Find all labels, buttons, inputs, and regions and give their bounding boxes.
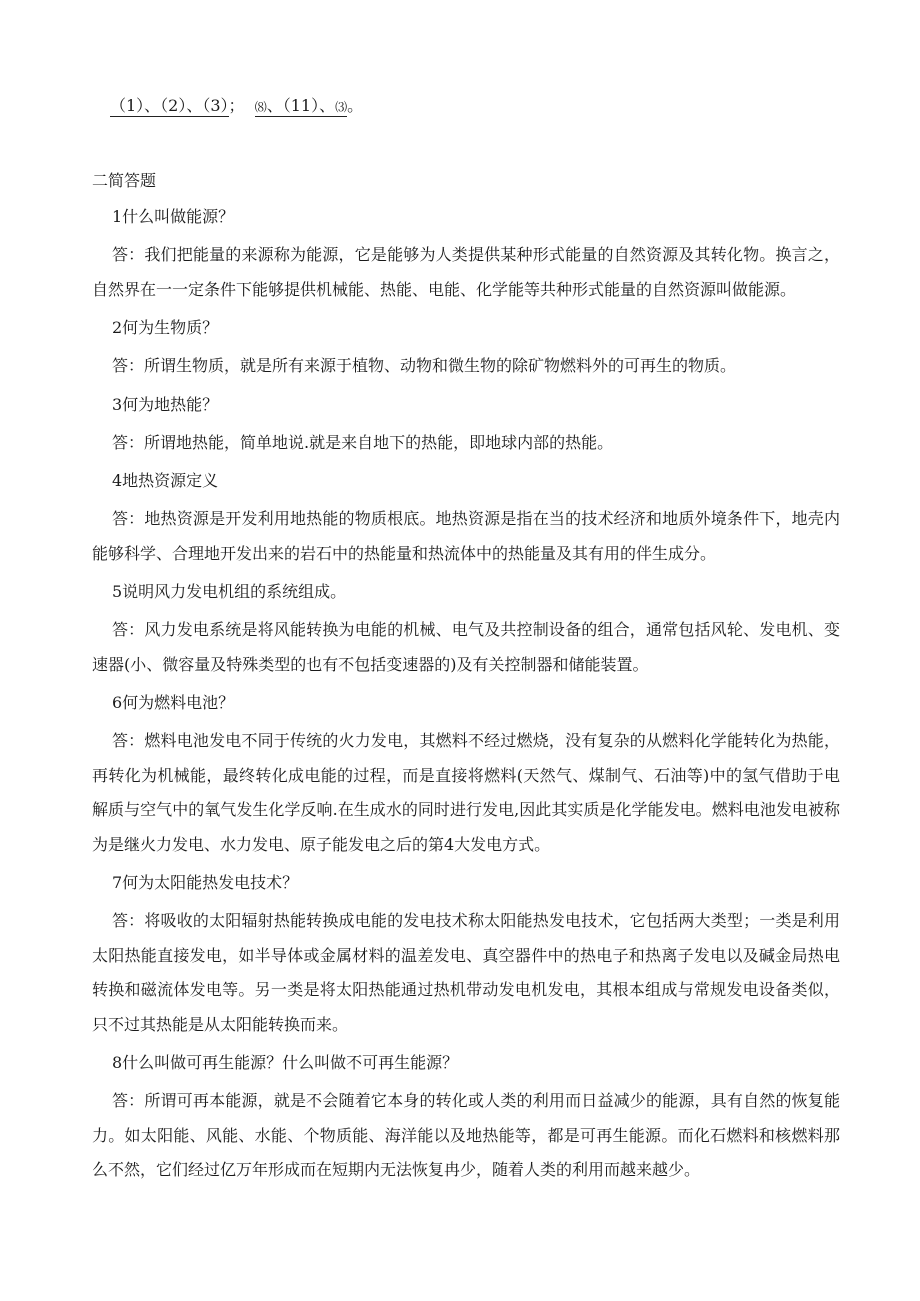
qa-item-5 <box>92 577 840 682</box>
question: 5说明风力发电机组的系统组成。 <box>112 582 347 601</box>
answer: 答：所谓生物质，就是所有来源于植物、动物和微生物的除矿物燃料外的可再生的物质。 <box>112 356 737 375</box>
qa-item-3 <box>92 390 840 461</box>
question: 6何为燃料电池？ <box>112 693 235 712</box>
answer: 答：风力发电系统是将风能转换为电能的机械、电气及共控制设备的组合，通常包括风轮、发电机、变速器(小、微容量及特殊类型的也有不包括变速器的)及有关控制器和储能装置。 <box>92 620 840 674</box>
answer: 答：地热资源是开发利用地热能的物质根底。地热资源是指在当的技术经济和地质外境条件下，地壳内能够科学、合理地开发出来的岩石中的热能量和热流体中的热能量及其有用的伴生成分。 <box>92 509 840 563</box>
answer-end: 。 <box>347 96 364 115</box>
answer: 答：所谓地热能，简单地说.就是来自地下的热能，即地球内部的热能。 <box>112 432 614 452</box>
qa-item-6 <box>92 688 840 862</box>
question: 3何为地热能？ <box>112 394 219 414</box>
question: 7何为太阳能热发电技术？ <box>112 873 299 892</box>
qa-item-8 <box>92 1048 840 1188</box>
main-content <box>92 166 840 1194</box>
answer-part-2b: 、（11）、 <box>266 96 336 115</box>
question: 4地热资源定义 <box>112 471 219 490</box>
answer-part-2c: ⑶ <box>335 100 348 114</box>
qa-item-4 <box>92 466 840 571</box>
question: 2何为生物质？ <box>112 318 219 337</box>
qa-item-7 <box>92 868 840 1042</box>
qa-item-2 <box>92 313 840 384</box>
answer-part-2a: ⑻ <box>254 100 267 114</box>
section-title: 二简答题 <box>92 171 157 190</box>
qa-item-1 <box>92 202 840 307</box>
answer-separator: ； <box>228 96 245 115</box>
answer: 答：所谓可再本能源，就是不会随着它本身的转化或人类的利用而日益减少的能源，具有自然的恢复能力。如太阳能、风能、水能、个物质能、海洋能以及地热能等，都是可再生能源。而化石燃料和核燃料那么不然，它们经过亿万年形成而在短期内无法恢复冉少，随着人类的利用而越来越少。 <box>92 1091 840 1179</box>
question: 8什么叫做可再生能源？什么叫做不可再生能源？ <box>112 1053 459 1072</box>
answer-part-2 <box>255 96 347 117</box>
answer-part-1: （1）、（2）、（3） <box>110 96 229 115</box>
answer: 答：我们把能量的来源称为能源，它是能够为人类提供某种形式能量的自然资源及其转化物。换言之，自然界在一一定条件下能够提供机械能、热能、电能、化学能等共种形式能量的自然资源叫做能源。 <box>92 245 840 299</box>
answer-line <box>110 94 363 119</box>
answer: 答：将吸收的太阳辐射热能转换成电能的发电技术称太阳能热发电技术，它包括两大类型；一类是利用太阳热能直接发电，如半导体或金属材料的温差发电、真空器件中的热电子和热离子发电以及碱金局热电转换和磁流体发电等。另一类是将太阳热能通过热机带动发电机发电，其根本组成与常规发电设备类似，只不过其热能是从太阳能转换而来。 <box>92 911 840 1034</box>
answer: 答：燃料电池发电不同于传统的火力发电，其燃料不经过燃烧，没有复杂的从燃料化学能转化为热能，再转化为机械能，最终转化成电能的过程，而是直接将燃料(天然气、煤制气、石油等)中的氢气借助于电解质与空气中的氧气发生化学反响.在生成水的同时进行发电,因此其实质是化学能发电。燃料电池发电被称为是继火力发电、水力发电、原子能发电之后的第4大发电方式。 <box>92 731 840 854</box>
question: 1什么叫做能源？ <box>112 207 235 226</box>
